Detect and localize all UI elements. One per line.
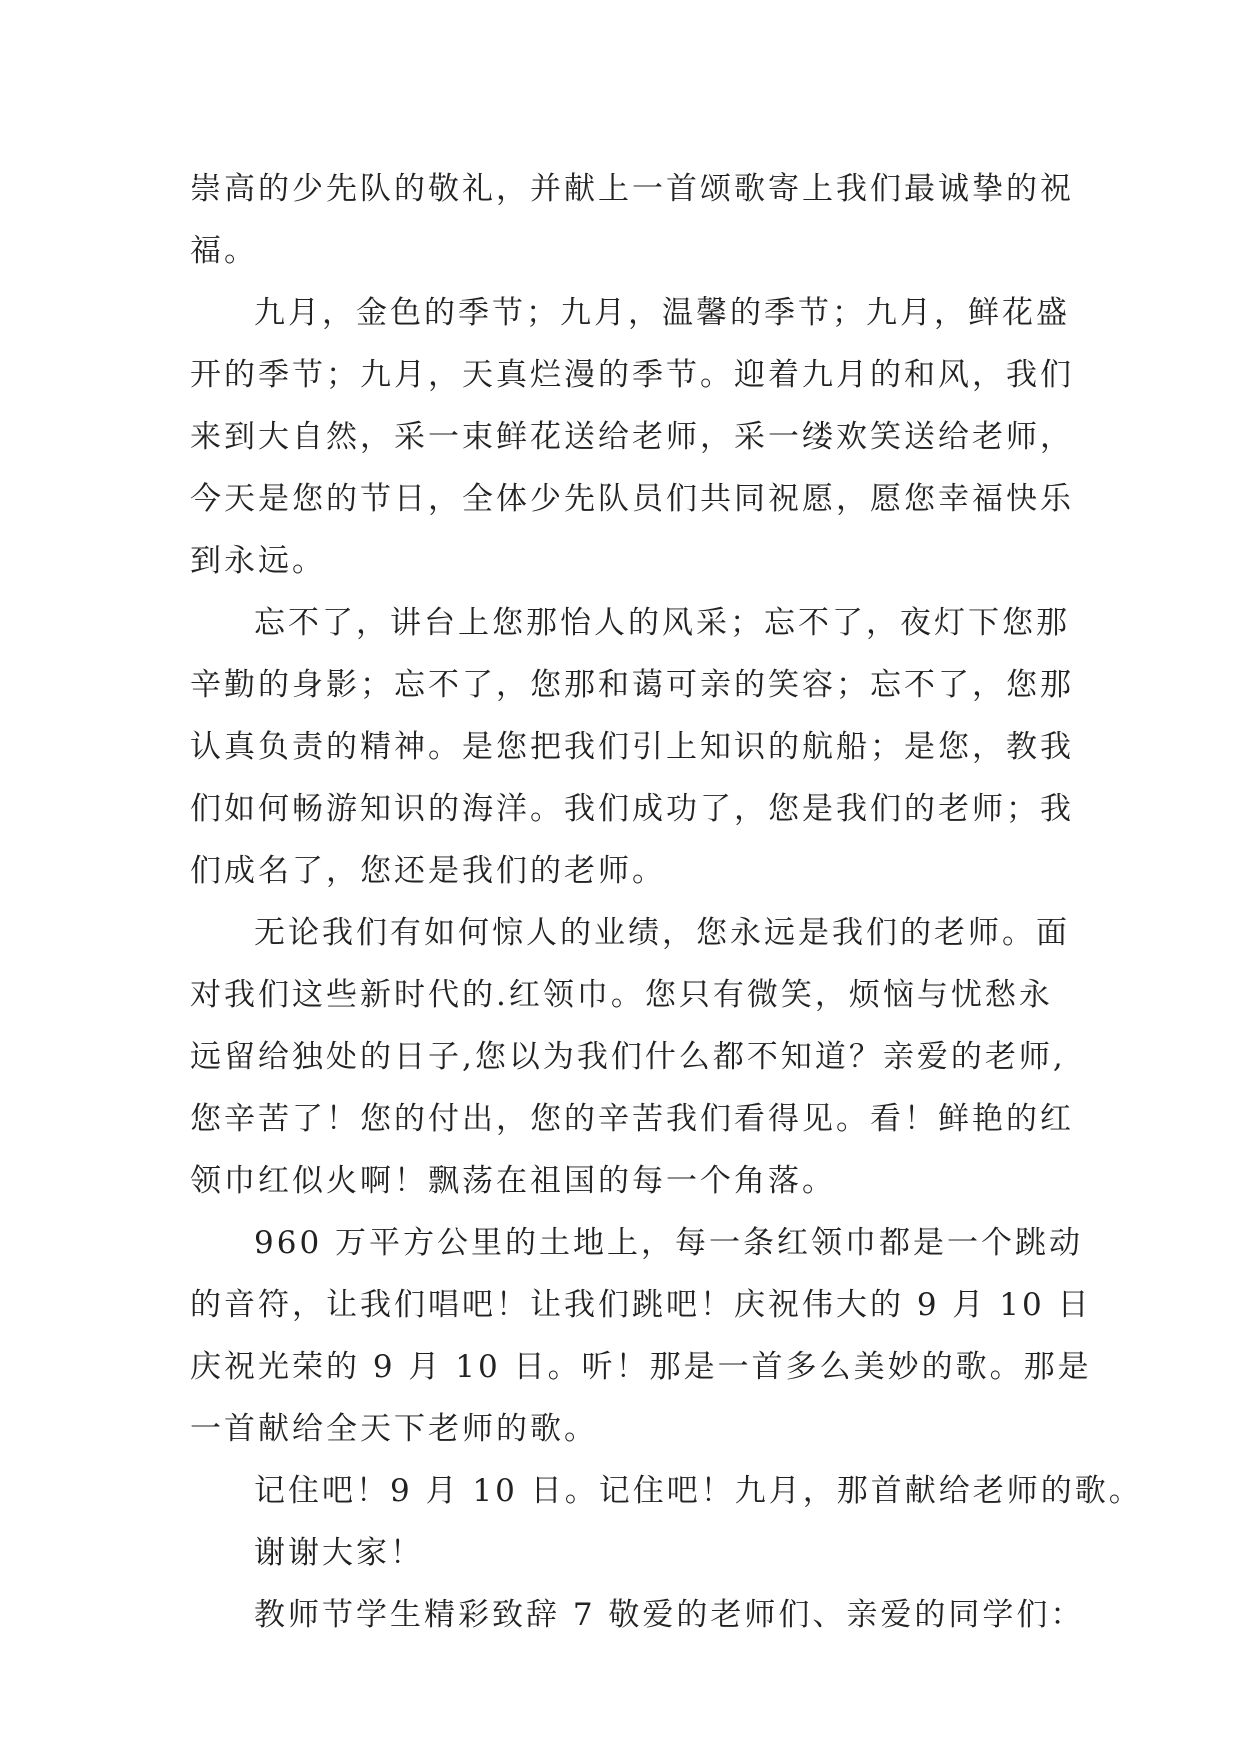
- paragraph-start-line: 谢谢大家！: [254, 1535, 424, 1571]
- text-line: 对我们这些新时代的.红领巾。您只有微笑，烦恼与忧愁永: [190, 977, 1053, 1013]
- text-line: 远留给独处的日子,您以为我们什么都不知道？亲爱的老师,: [190, 1039, 1066, 1075]
- text-line: 认真负责的精神。是您把我们引上知识的航船；是您，教我: [190, 729, 1074, 765]
- text-line: 们成名了，您还是我们的老师。: [190, 853, 666, 889]
- text-line: 开的季节；九月，天真烂漫的季节。迎着九月的和风，我们: [190, 357, 1074, 393]
- text-line: 一首献给全天下老师的歌。: [190, 1411, 598, 1447]
- paragraph-start-line: 无论我们有如何惊人的业绩，您永远是我们的老师。面: [254, 915, 1070, 951]
- paragraph-start-line: 忘不了，讲台上您那怡人的风采；忘不了，夜灯下您那: [254, 605, 1070, 641]
- text-line: 们如何畅游知识的海洋。我们成功了，您是我们的老师；我: [190, 791, 1074, 827]
- text-line: 今天是您的节日，全体少先队员们共同祝愿，愿您幸福快乐: [190, 481, 1074, 517]
- text-line: 您辛苦了！您的付出，您的辛苦我们看得见。看！鲜艳的红: [190, 1101, 1074, 1137]
- paragraph-start-line: 九月，金色的季节；九月，温馨的季节；九月，鲜花盛: [254, 295, 1070, 331]
- paragraph-start-line: 记住吧！9 月 10 日。记住吧！九月，那首献给老师的歌。: [254, 1473, 1143, 1509]
- text-line: 辛勤的身影；忘不了，您那和蔼可亲的笑容；忘不了，您那: [190, 667, 1074, 703]
- text-line: 崇高的少先队的敬礼，并献上一首颂歌寄上我们最诚挚的祝: [190, 171, 1074, 207]
- text-line: 庆祝光荣的 9 月 10 日。听！那是一首多么美妙的歌。那是: [190, 1349, 1092, 1385]
- paragraph-start-line: 教师节学生精彩致辞 7 敬爱的老师们、亲爱的同学们：: [254, 1597, 1085, 1633]
- text-line: 领巾红似火啊！飘荡在祖国的每一个角落。: [190, 1163, 836, 1199]
- text-line: 的音符，让我们唱吧！让我们跳吧！庆祝伟大的 9 月 10 日: [190, 1287, 1092, 1323]
- paragraph-start-line: 960 万平方公里的土地上，每一条红领巾都是一个跳动: [254, 1225, 1084, 1261]
- text-line: 福。: [190, 233, 258, 269]
- text-line: 来到大自然，采一束鲜花送给老师，采一缕欢笑送给老师，: [190, 419, 1074, 455]
- body-text: [190, 158, 1143, 1646]
- text-line: 到永远。: [190, 543, 326, 579]
